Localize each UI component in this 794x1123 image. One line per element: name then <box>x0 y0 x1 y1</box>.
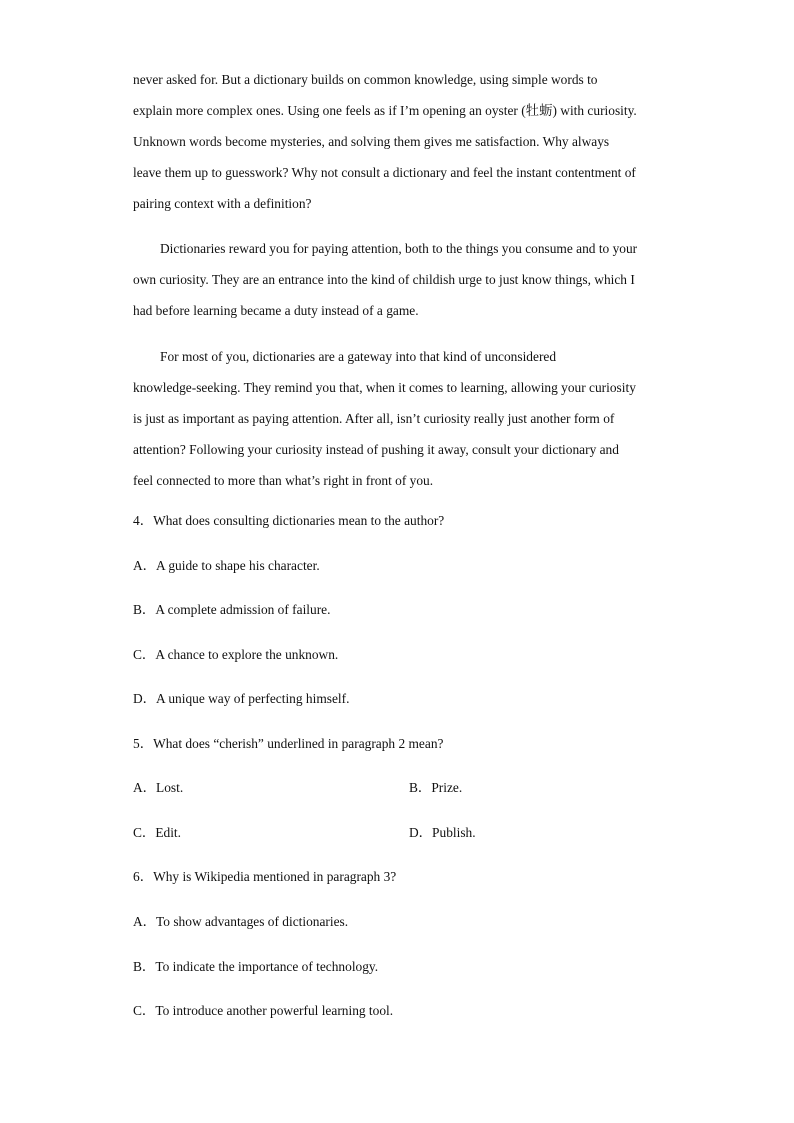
question-4-option-c: C．A chance to explore the unknown. <box>133 647 339 662</box>
paragraph-line: own curiosity. They are an entrance into the kind of childish urge to just know things, which I <box>133 272 635 287</box>
paragraph-line: attention? Following your curiosity instead of pushing it away, consult your dictionary and <box>133 442 619 457</box>
question-6-option-b: B．To indicate the importance of technology. <box>133 959 379 974</box>
paragraph-3 <box>133 341 661 496</box>
paragraph-line: knowledge-seeking. They remind you that, when it comes to learning, allowing your curiosity <box>133 380 636 395</box>
paragraph-line: feel connected to more than what’s right in front of you. <box>133 473 434 488</box>
paragraph-line: Dictionaries reward you for paying attention, both to the things you consume and to your <box>160 241 638 256</box>
paragraph-line: is just as important as paying attention. After all, isn’t curiosity really just another form of <box>133 411 615 426</box>
question-4-option-b: B．A complete admission of failure. <box>133 602 331 617</box>
question-5-option-a: A．Lost. <box>133 780 184 795</box>
paragraph-line: Unknown words become mysteries, and solving them gives me satisfaction. Why always <box>133 134 610 149</box>
question-5-option-d: D．Publish. <box>409 825 476 840</box>
paragraph-line: For most of you, dictionaries are a gateway into that kind of unconsidered <box>160 349 557 364</box>
paragraph-1 <box>133 64 661 219</box>
paragraph-line: had before learning became a duty instead of a game. <box>133 303 419 318</box>
paragraph-line: leave them up to guesswork? Why not consult a dictionary and feel the instant contentment of <box>133 165 636 180</box>
question-4-option-d: D．A unique way of perfecting himself. <box>133 691 350 706</box>
question-6-stem: 6．Why is Wikipedia mentioned in paragraph 3? <box>133 869 397 884</box>
question-5-option-c: C．Edit. <box>133 825 181 840</box>
question-5-stem: 5．What does “cherish” underlined in paragraph 2 mean? <box>133 736 444 751</box>
question-4-option-a: A．A guide to shape his character. <box>133 558 320 573</box>
question-6-option-a: A．To show advantages of dictionaries. <box>133 914 349 929</box>
paragraph-line: pairing context with a definition? <box>133 196 312 211</box>
passage-body <box>133 64 661 496</box>
question-4-stem: 4．What does consulting dictionaries mean to the author? <box>133 513 445 528</box>
paragraph-2 <box>133 233 661 326</box>
paragraph-line: never asked for. But a dictionary builds on common knowledge, using simple words to <box>133 72 598 87</box>
paragraph-line: explain more complex ones. Using one feels as if I’m opening an oyster (牡蛎) with curiosity. <box>133 103 637 118</box>
question-6-option-c: C．To introduce another powerful learning tool. <box>133 1003 394 1018</box>
question-5-option-b: B．Prize. <box>409 780 463 795</box>
